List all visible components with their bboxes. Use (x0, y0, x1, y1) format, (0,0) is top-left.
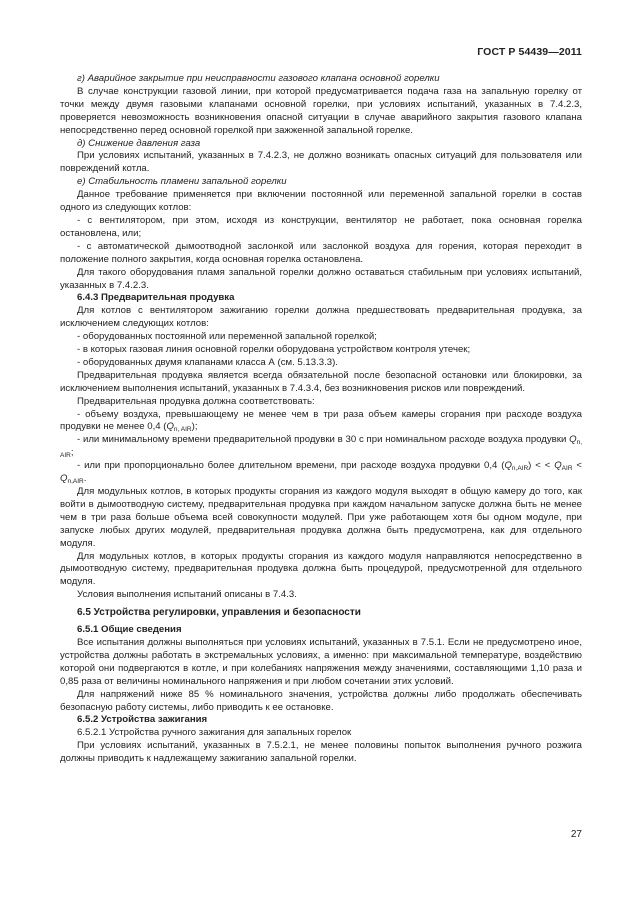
list-item: - или минимальному времени предварительной продувки в 30 с при номинальном расходе воздуха продувки $Q_{n, AIR}$; (60, 434, 582, 460)
list-item: - с вентилятором, при этом, исходя из конструкции, вентилятор не работает, пока основная горелка остановлена, или; (60, 214, 582, 239)
list-item: - в которых газовая линия основной горелки оборудована устройством контроля утечек; (77, 344, 471, 356)
page-number: 27 (570, 829, 582, 840)
subsection-heading-6-5-1: 6.5.1 Общие сведения (77, 624, 182, 636)
paragraph: Предварительная продувка является всегда обязательной после безопасной остановки или блокировки, за исключением выполнения испытаний, указанных в 7.4.3.4, без возникновения рисков или повреждений. (60, 369, 582, 394)
list-item: - объему воздуха, превышающему не менее чем в три раза объем камеры сгорания при расходе воздуха продувки не менее 0,4 $(Q_{n, AIR})$; (60, 408, 582, 434)
list-item: - оборудованных постоянной или переменной запальной горелкой; (77, 331, 377, 343)
paragraph: Для модульных котлов, в которых продукты сгорания из каждого модуля направляются непосредственно в дымоотводную систему, предварительная продувка должна быть процедурой, предусмотренной для отдельного модуля. (60, 550, 582, 588)
paragraph: Для модульных котлов, в которых продукты сгорания из каждого модуля выходят в общую камеру до того, как войти в дымоотводную систему, предварительная продувка при каждом начальном запуске должна быть не менее чем в три раза больше объема всей совокупности модулей. При уже работающем хотя бы одном модуле, при запуске любых других модулей, предварительная продувка должна быть предусмотрена, как для отдельного модуля. (60, 486, 582, 549)
paragraph: При условиях испытаний, указанных в 7.5.2.1, не менее половины попыток выполнения ручного розжига должны приводить к надлежащему зажиганию запальной горелки. (60, 740, 582, 765)
paragraph: Предварительная продувка должна соответствовать: (77, 395, 315, 407)
paragraph: Для котлов с вентилятором зажиганию горелки должна предшествовать предварительная продувка, за исключением следующих котлов: (60, 305, 582, 330)
document-code-header: ГОСТ Р 54439—2011 (477, 46, 582, 58)
paragraph: В случае конструкции газовой линии, при которой предусматривается подача газа на запальную горелку от точки между двумя газовыми клапанами основной горелки, при условиях испытаний, указанных в 7.4.2.3, проверяется невозможность возникновения опасной ситуации в случае аварийного закрытия газового клапана непосредственно перед основной горелкой при зажженной запальной горелке. (60, 85, 582, 136)
section-heading-6-5: 6.5 Устройства регулировки, управления и безопасности (77, 607, 361, 619)
paragraph: Условия выполнения испытаний описаны в 7.4.3. (77, 589, 297, 601)
item-g-heading: г) Аварийное закрытие при неисправности газового клапана основной горелки (77, 73, 440, 84)
list-item: - оборудованных двумя клапанами класса А (см. 5.13.3.3). (77, 356, 338, 368)
list-item: - или при пропорционально более длительном времени, при расходе воздуха продувки 0,4 $(Q_{n,AIR})$ < < $Q_{AIR} < Q_{n,AIR}$. (60, 460, 582, 486)
paragraph: При условиях испытаний, указанных в 7.4.2.3, не должно возникать опасных ситуаций для пользователя или повреждений котла. (60, 150, 582, 175)
paragraph: Данное требование применяется при включении постоянной или переменной запальной горелки в состав одного из следующих котлов: (60, 189, 582, 214)
list-item: - с автоматической дымоотводной заслонкой или заслонкой воздуха для горения, которая переходит в положение полного закрытия, когда основная горелка остановлена. (60, 240, 582, 265)
document-body (60, 73, 582, 766)
paragraph: Для напряжений ниже 85 % номинального значения, устройства должны либо продолжать обеспечивать безопасную работу системы, либо приводить к ее остановке. (60, 688, 582, 713)
item-e-heading: е) Стабильность пламени запальной горелки (77, 176, 287, 188)
clause-heading-6-5-2-1: 6.5.2.1 Устройства ручного зажигания для запальных горелок (77, 727, 352, 739)
subsection-heading-6-5-2: 6.5.2 Устройства зажигания (77, 714, 208, 726)
paragraph: Все испытания должны выполняться при условиях испытаний, указанных в 7.5.1. Если не предусмотрено иное, устройства должны работать в экстремальных условиях, а именно: при максимальной температуре, воздействию которой они подвергаются в котле, и при колебаниях напряжения между значениями, составляющими 1,10 раза и 0,85 раза от величины номинального напряжения и при любом сочетании этих условий. (60, 636, 582, 687)
paragraph: Для такого оборудования пламя запальной горелки должно оставаться стабильным при условиях испытаний, указанных в 7.4.2.3. (60, 266, 582, 291)
item-d-heading: д) Снижение давления газа (77, 137, 201, 149)
subsection-heading-6-4-3: 6.4.3 Предварительная продувка (77, 292, 235, 304)
